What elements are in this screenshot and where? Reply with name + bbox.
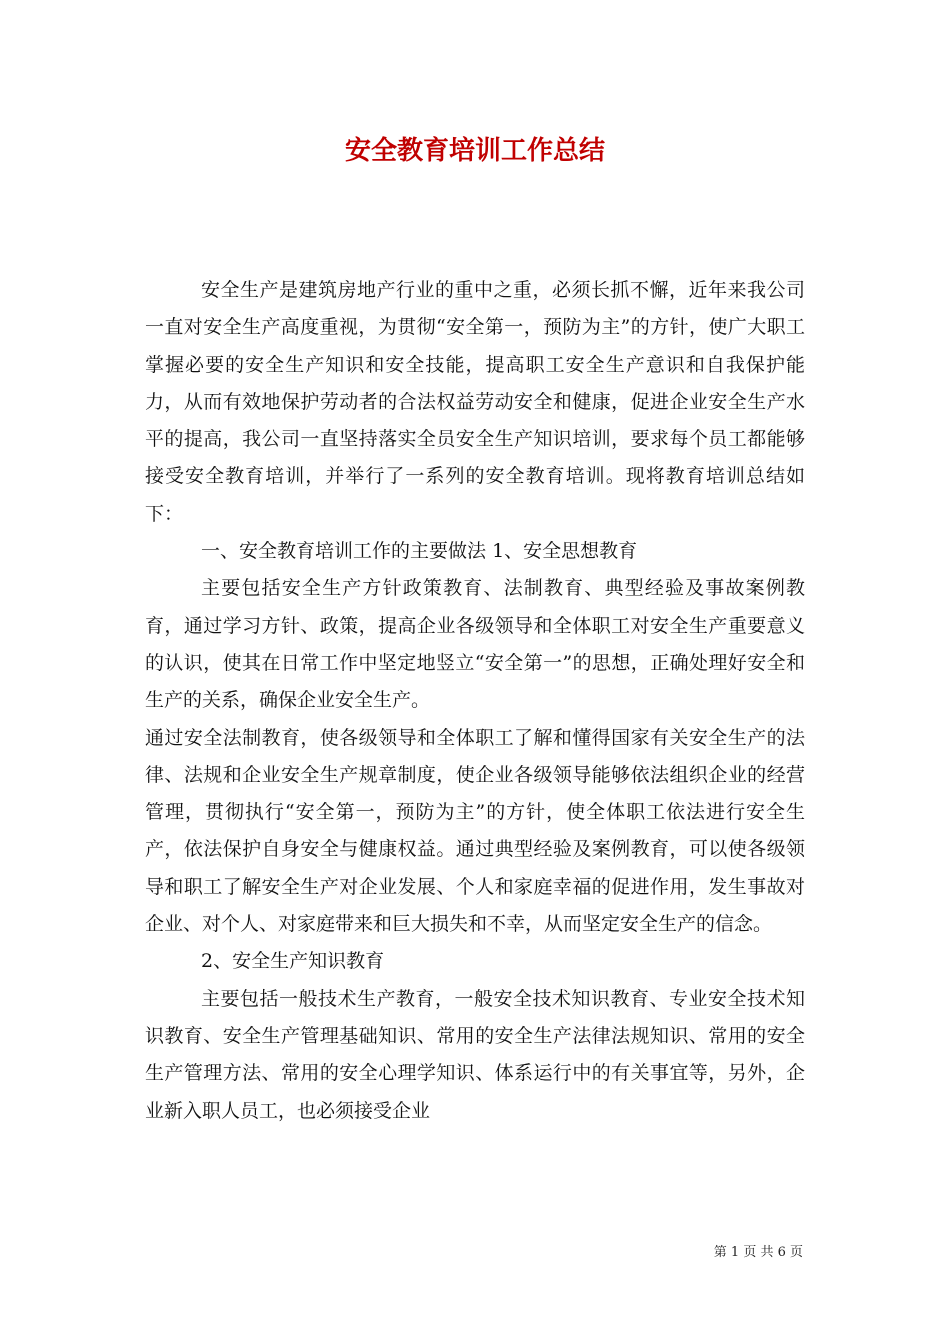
paragraph-safety-thought: 主要包括安全生产方针政策教育、法制教育、典型经验及事故案例教育，通过学习方针、政策，提高企业各级领导和全体职工对安全生产重要意义的认识，使其在日常工作中坚定地竖立“安全第一”的思想，正确处理好安全和生产的关系，确保企业安全生产。 — [145, 577, 805, 712]
document-body — [145, 272, 805, 1130]
paragraph-knowledge-education: 主要包括一般技术生产教育，一般安全技术知识教育、专业安全技术知识教育、安全生产管理基础知识、常用的安全生产法律法规知识、常用的安全生产管理方法、常用的安全心理学知识、体系运行中的有关事宜等，另外，企业新入职人员工，也必须接受企业 — [145, 987, 805, 1122]
paragraph-intro: 安全生产是建筑房地产行业的重中之重，必须长抓不懈，近年来我公司一直对安全生产高度重视，为贯彻“安全第一，预防为主”的方针，使广大职工掌握必要的安全生产知识和安全技能，提高职工安全生产意识和自我保护能力，从而有效地保护劳动者的合法权益劳动安全和健康，促进企业安全生产水平的提高，我公司一直坚持落实全员安全生产知识培训，要求每个员工都能够接受安全教育培训，并举行了一系列的安全教育培训。现将教育培训总结如下： — [145, 279, 805, 525]
section-heading-1: 一、安全教育培训工作的主要做法 1、安全思想教育 — [201, 540, 638, 563]
page-number: 第 1 页 共 6 页 — [713, 1245, 803, 1260]
document-title: 安全教育培训工作总结 — [344, 136, 605, 166]
section-heading-2: 2、安全生产知识教育 — [201, 950, 385, 973]
paragraph-legal-education: 通过安全法制教育，使各级领导和全体职工了解和懂得国家有关安全生产的法律、法规和企业安全生产规章制度，使企业各级领导能够依法组织企业的经营管理，贯彻执行“安全第一，预防为主”的方针，使全体职工依法进行安全生产，依法保护自身安全与健康权益。通过典型经验及案例教育，可以使各级领导和职工了解安全生产对企业发展、个人和家庭幸福的促进作用，发生事故对企业、对个人、对家庭带来和巨大损失和不幸，从而坚定安全生产的信念。 — [145, 726, 805, 936]
